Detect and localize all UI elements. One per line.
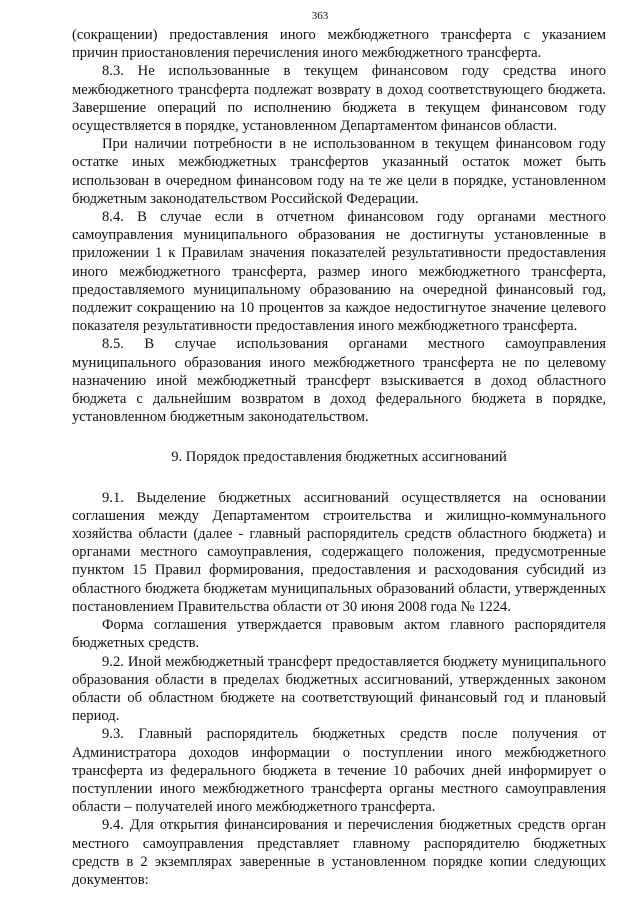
section-heading: 9. Порядок предоставления бюджетных ассигнований bbox=[171, 449, 507, 466]
paragraph-9-2: 9.2. Иной межбюджетный трансферт предоставляется бюджету муниципального образования области в пределах бюджетных ассигнований, утвержденных законом области об областном бюджете на соответствующий финансовый год и плановый период. bbox=[72, 653, 606, 725]
paragraph-8-3-remainder: При наличии потребности в не использованном в текущем финансовом году остатке иных межбюджетных трансфертов указанный остаток может быть использован в очередном финансовом году на те же цели в порядке, установленном бюджетным законодательством Российской Федерации. bbox=[72, 136, 606, 207]
paragraph-agreement-form: Форма соглашения утверждается правовым актом главного распорядителя бюджетных средств. bbox=[72, 617, 606, 652]
paragraph-8-5: 8.5. В случае использования органами местного самоуправления муниципального образования иного межбюджетного трансферта не по целевому назначению иной межбюджетный трансферт взыскивается в доход областного бюджета с дальнейшим возвратом в доход федерального бюджета в порядке, установленном бюджетным законодательством. bbox=[72, 336, 606, 426]
paragraph-continuation: (сокращении) предоставления иного межбюджетного трансферта с указанием причин приостановления перечисления иного межбюджетного трансферта. bbox=[72, 27, 606, 62]
paragraph-8-3: 8.3. Не использованные в текущем финансовом году средства иного межбюджетного трансферта подлежат возврату в доход соответствующего бюджета. Завершение операций по исполнению бюджета в текущем финансовом году осуществляется в порядке, установленном Департаментом финансов области. bbox=[72, 63, 606, 135]
paragraph-9-1: 9.1. Выделение бюджетных ассигнований осуществляется на основании соглашения между Департаментом строительства и жилищно-коммунального хозяйства области (далее - главный распорядитель средств областного бюджета) и органами местного самоуправления, содержащего положения, предусмотренные пунктом 15 Правил формирования, предоставления и расходования субсидий из областного бюджета бюджетам муниципальных образований области, утвержденных постановлением Правительства области от 30 июня 2008 года № 1224. bbox=[72, 489, 606, 615]
paragraph-9-4: 9.4. Для открытия финансирования и перечисления бюджетных средств орган местного самоуправления представляет главному распорядителю бюджетных средств в 2 экземплярах заверенные в установленном порядке копии следующих документов: bbox=[72, 817, 606, 888]
paragraph-9-3: 9.3. Главный распорядитель бюджетных средств после получения от Администратора доходов информации о поступлении иного межбюджетного трансферта из федерального бюджета в течение 10 рабочих дней информирует о поступлении иного межбюджетного трансферта органы местного самоуправления области – получателей иного межбюджетного трансферта. bbox=[72, 726, 606, 816]
page-number: 363 bbox=[311, 10, 329, 22]
paragraph-8-4: 8.4. В случае если в отчетном финансовом году органами местного самоуправления муниципального образования не достигнуты установленные в приложении 1 к Правилам значения показателей результативности предоставления иного межбюджетного трансферта, размер иного межбюджетного трансферта, предоставляемого муниципальному образованию на очередной финансовый год, подлежит сокращению на 10 процентов за каждое недостигнутое значение целевого показателя результативности предоставления иного межбюджетного трансферта. bbox=[72, 209, 606, 335]
document-body bbox=[72, 26, 606, 889]
